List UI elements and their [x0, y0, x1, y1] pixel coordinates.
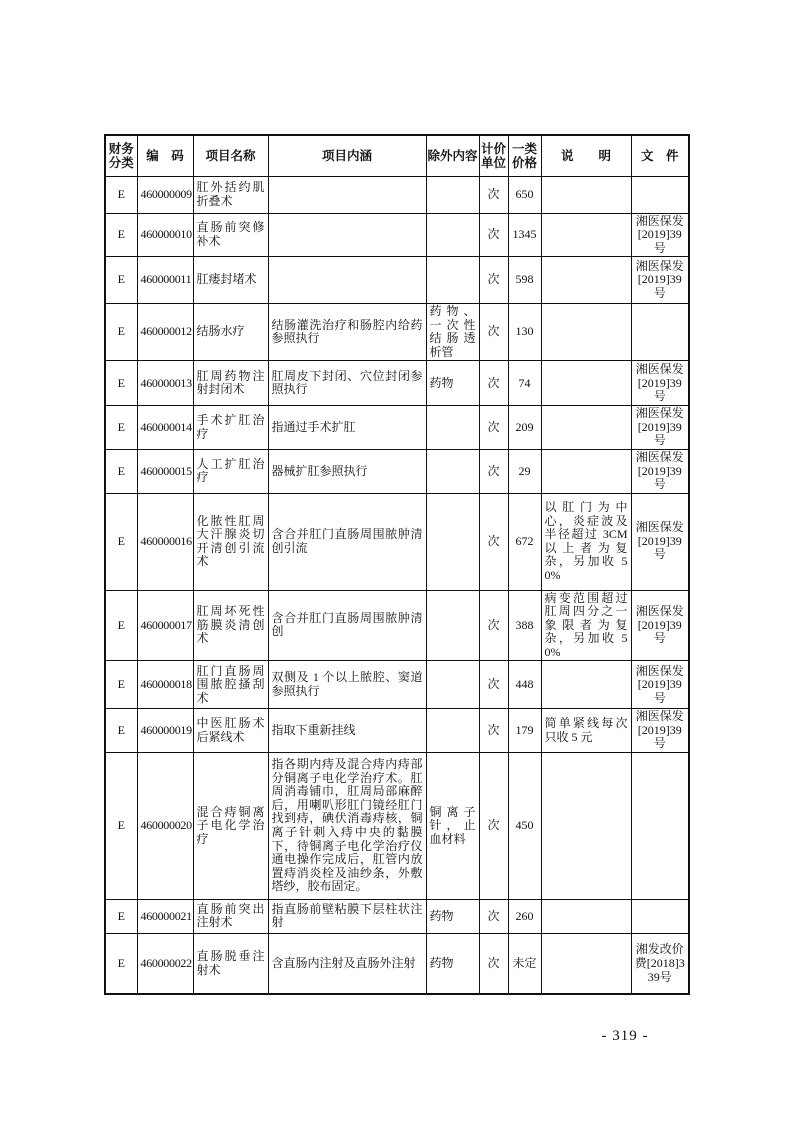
- cell-code: 460000019: [137, 709, 193, 753]
- cell-content: 指直肠前壁粘膜下层柱状注射: [268, 899, 426, 933]
- cell-code: 460000022: [137, 933, 193, 994]
- table-row: [105, 661, 689, 709]
- table-row: [105, 899, 689, 933]
- table-row: [105, 590, 689, 661]
- cell-cls: E: [105, 361, 137, 406]
- cell-file: 湘医保发[2019]39号: [631, 449, 689, 493]
- cell-code: 460000016: [137, 493, 193, 590]
- cell-exclusion: [426, 213, 479, 257]
- cell-name: 肛周坏死性筋膜炎清创术: [193, 590, 268, 661]
- cell-exclusion: 药物、一次性结肠透析管: [426, 304, 479, 361]
- cell-name: 肛门直肠周围脓腔搔刮术: [193, 661, 268, 709]
- cell-file: [631, 304, 689, 361]
- price-table: [104, 134, 690, 995]
- cell-price: 29: [508, 449, 541, 493]
- table-row: [105, 361, 689, 406]
- table-row: [105, 752, 689, 899]
- cell-note: [541, 899, 631, 933]
- cell-cls: E: [105, 752, 137, 899]
- cell-name: 肛瘘封堵术: [193, 257, 268, 304]
- cell-content: [268, 213, 426, 257]
- cell-note: [541, 257, 631, 304]
- cell-name: 肛外括约肌折叠术: [193, 176, 268, 213]
- cell-price: 650: [508, 176, 541, 213]
- cell-content: 结肠灌洗治疗和肠腔内给药参照执行: [268, 304, 426, 361]
- cell-price: 260: [508, 899, 541, 933]
- cell-content: 双侧及 1 个以上脓腔、窦道参照执行: [268, 661, 426, 709]
- cell-unit: 次: [479, 257, 508, 304]
- cell-code: 460000018: [137, 661, 193, 709]
- cell-code: 460000014: [137, 406, 193, 450]
- table-row: [105, 709, 689, 753]
- column-header: 除外内容: [426, 135, 479, 176]
- cell-note: [541, 933, 631, 994]
- cell-file: 湘医保发[2019]39号: [631, 709, 689, 753]
- cell-note: 以肛门为中心，炎症波及半径超过 3CM 以上者为复杂，另加收 50%: [541, 493, 631, 590]
- cell-content: 含合并肛门直肠周围脓肿清创: [268, 590, 426, 661]
- cell-note: [541, 406, 631, 450]
- cell-name: 直肠脱垂注射术: [193, 933, 268, 994]
- cell-price: 448: [508, 661, 541, 709]
- cell-exclusion: [426, 449, 479, 493]
- cell-code: 460000010: [137, 213, 193, 257]
- cell-cls: E: [105, 899, 137, 933]
- table-header-row: [105, 135, 689, 176]
- table-row: [105, 493, 689, 590]
- cell-code: 460000009: [137, 176, 193, 213]
- cell-cls: E: [105, 304, 137, 361]
- column-header: 说 明: [541, 135, 631, 176]
- cell-exclusion: [426, 257, 479, 304]
- cell-exclusion: 药物: [426, 933, 479, 994]
- table-row: [105, 304, 689, 361]
- cell-code: 460000021: [137, 899, 193, 933]
- table-row: [105, 176, 689, 213]
- column-header: 一类价格: [508, 135, 541, 176]
- cell-exclusion: [426, 709, 479, 753]
- cell-unit: 次: [479, 176, 508, 213]
- cell-price: 179: [508, 709, 541, 753]
- cell-content: [268, 257, 426, 304]
- cell-exclusion: [426, 661, 479, 709]
- table-body: [105, 176, 689, 994]
- column-header: 项目内涵: [268, 135, 426, 176]
- cell-note: [541, 752, 631, 899]
- cell-exclusion: 药物: [426, 899, 479, 933]
- cell-cls: E: [105, 176, 137, 213]
- cell-name: 直肠前突出注射术: [193, 899, 268, 933]
- cell-file: [631, 176, 689, 213]
- cell-content: 指取下重新挂线: [268, 709, 426, 753]
- cell-exclusion: [426, 493, 479, 590]
- column-header: 编 码: [137, 135, 193, 176]
- cell-file: [631, 752, 689, 899]
- cell-price: 74: [508, 361, 541, 406]
- cell-content: 指各期内痔及混合痔内痔部分铜离子电化学治疗术。肛周消毒铺巾，肛周局部麻醉后，用喇叭形肛门镜经肛门找到痔，碘伏消毒痔核，铜离子针刺入痔中央的黏膜下，待铜离子电化学治疗仪通电操作完成后，肛管内放置痔消炎栓及油纱条，外敷塔纱，胶布固定。: [268, 752, 426, 899]
- cell-cls: E: [105, 709, 137, 753]
- cell-unit: 次: [479, 590, 508, 661]
- cell-note: [541, 449, 631, 493]
- cell-unit: 次: [479, 213, 508, 257]
- cell-unit: 次: [479, 304, 508, 361]
- cell-note: 简单紧线每次只收 5 元: [541, 709, 631, 753]
- cell-price: 1345: [508, 213, 541, 257]
- cell-name: 中医肛肠术后紧线术: [193, 709, 268, 753]
- cell-file: 湘医保发[2019]39号: [631, 590, 689, 661]
- cell-content: 器械扩肛参照执行: [268, 449, 426, 493]
- cell-name: 手术扩肛治疗: [193, 406, 268, 450]
- cell-note: [541, 213, 631, 257]
- cell-code: 460000015: [137, 449, 193, 493]
- cell-name: 直肠前突修补术: [193, 213, 268, 257]
- cell-cls: E: [105, 213, 137, 257]
- cell-note: [541, 661, 631, 709]
- cell-code: 460000011: [137, 257, 193, 304]
- cell-file: 湘医保发[2019]39号: [631, 361, 689, 406]
- cell-file: 湘医保发[2019]39号: [631, 257, 689, 304]
- cell-note: 病变范围超过肛周四分之一象限者为复杂，另加收 50%: [541, 590, 631, 661]
- cell-content: [268, 176, 426, 213]
- cell-code: 460000017: [137, 590, 193, 661]
- cell-file: 湘医保发[2019]39号: [631, 661, 689, 709]
- cell-exclusion: [426, 406, 479, 450]
- cell-cls: E: [105, 406, 137, 450]
- cell-unit: 次: [479, 709, 508, 753]
- cell-price: 未定: [508, 933, 541, 994]
- cell-unit: 次: [479, 752, 508, 899]
- cell-cls: E: [105, 590, 137, 661]
- cell-file: 湘医保发[2019]39号: [631, 213, 689, 257]
- column-header: 财务分类: [105, 135, 137, 176]
- cell-price: 209: [508, 406, 541, 450]
- cell-file: 湘发改价费[2018]339号: [631, 933, 689, 994]
- column-header: 计价单位: [479, 135, 508, 176]
- cell-name: 肛周药物注射封闭术: [193, 361, 268, 406]
- cell-price: 388: [508, 590, 541, 661]
- cell-note: [541, 176, 631, 213]
- cell-exclusion: [426, 176, 479, 213]
- cell-cls: E: [105, 661, 137, 709]
- table-row: [105, 449, 689, 493]
- cell-code: 460000013: [137, 361, 193, 406]
- cell-unit: 次: [479, 406, 508, 450]
- cell-code: 460000012: [137, 304, 193, 361]
- cell-content: 肛周皮下封闭、穴位封闭参照执行: [268, 361, 426, 406]
- cell-price: 598: [508, 257, 541, 304]
- cell-exclusion: [426, 590, 479, 661]
- table-row: [105, 406, 689, 450]
- cell-cls: E: [105, 933, 137, 994]
- cell-cls: E: [105, 257, 137, 304]
- page-number: - 319 -: [601, 1028, 649, 1044]
- cell-unit: 次: [479, 493, 508, 590]
- column-header: 文 件: [631, 135, 689, 176]
- cell-file: 湘医保发[2019]39号: [631, 406, 689, 450]
- cell-content: 含合并肛门直肠周围脓肿清创引流: [268, 493, 426, 590]
- cell-note: [541, 361, 631, 406]
- cell-unit: 次: [479, 361, 508, 406]
- cell-unit: 次: [479, 899, 508, 933]
- cell-code: 460000020: [137, 752, 193, 899]
- cell-file: 湘医保发[2019]39号: [631, 493, 689, 590]
- cell-unit: 次: [479, 449, 508, 493]
- cell-price: 130: [508, 304, 541, 361]
- cell-file: [631, 899, 689, 933]
- table-row: [105, 933, 689, 994]
- table-row: [105, 257, 689, 304]
- cell-cls: E: [105, 449, 137, 493]
- cell-unit: 次: [479, 933, 508, 994]
- cell-unit: 次: [479, 661, 508, 709]
- cell-price: 450: [508, 752, 541, 899]
- cell-exclusion: 药物: [426, 361, 479, 406]
- cell-name: 混合痔铜离子电化学治疗: [193, 752, 268, 899]
- cell-name: 结肠水疗: [193, 304, 268, 361]
- cell-exclusion: 铜离子针，止血材料: [426, 752, 479, 899]
- table-row: [105, 213, 689, 257]
- cell-name: 化脓性肛周大汗腺炎切开清创引流术: [193, 493, 268, 590]
- cell-content: 含直肠内注射及直肠外注射: [268, 933, 426, 994]
- cell-price: 672: [508, 493, 541, 590]
- cell-note: [541, 304, 631, 361]
- cell-content: 指通过手术扩肛: [268, 406, 426, 450]
- cell-cls: E: [105, 493, 137, 590]
- column-header: 项目名称: [193, 135, 268, 176]
- cell-name: 人工扩肛治疗: [193, 449, 268, 493]
